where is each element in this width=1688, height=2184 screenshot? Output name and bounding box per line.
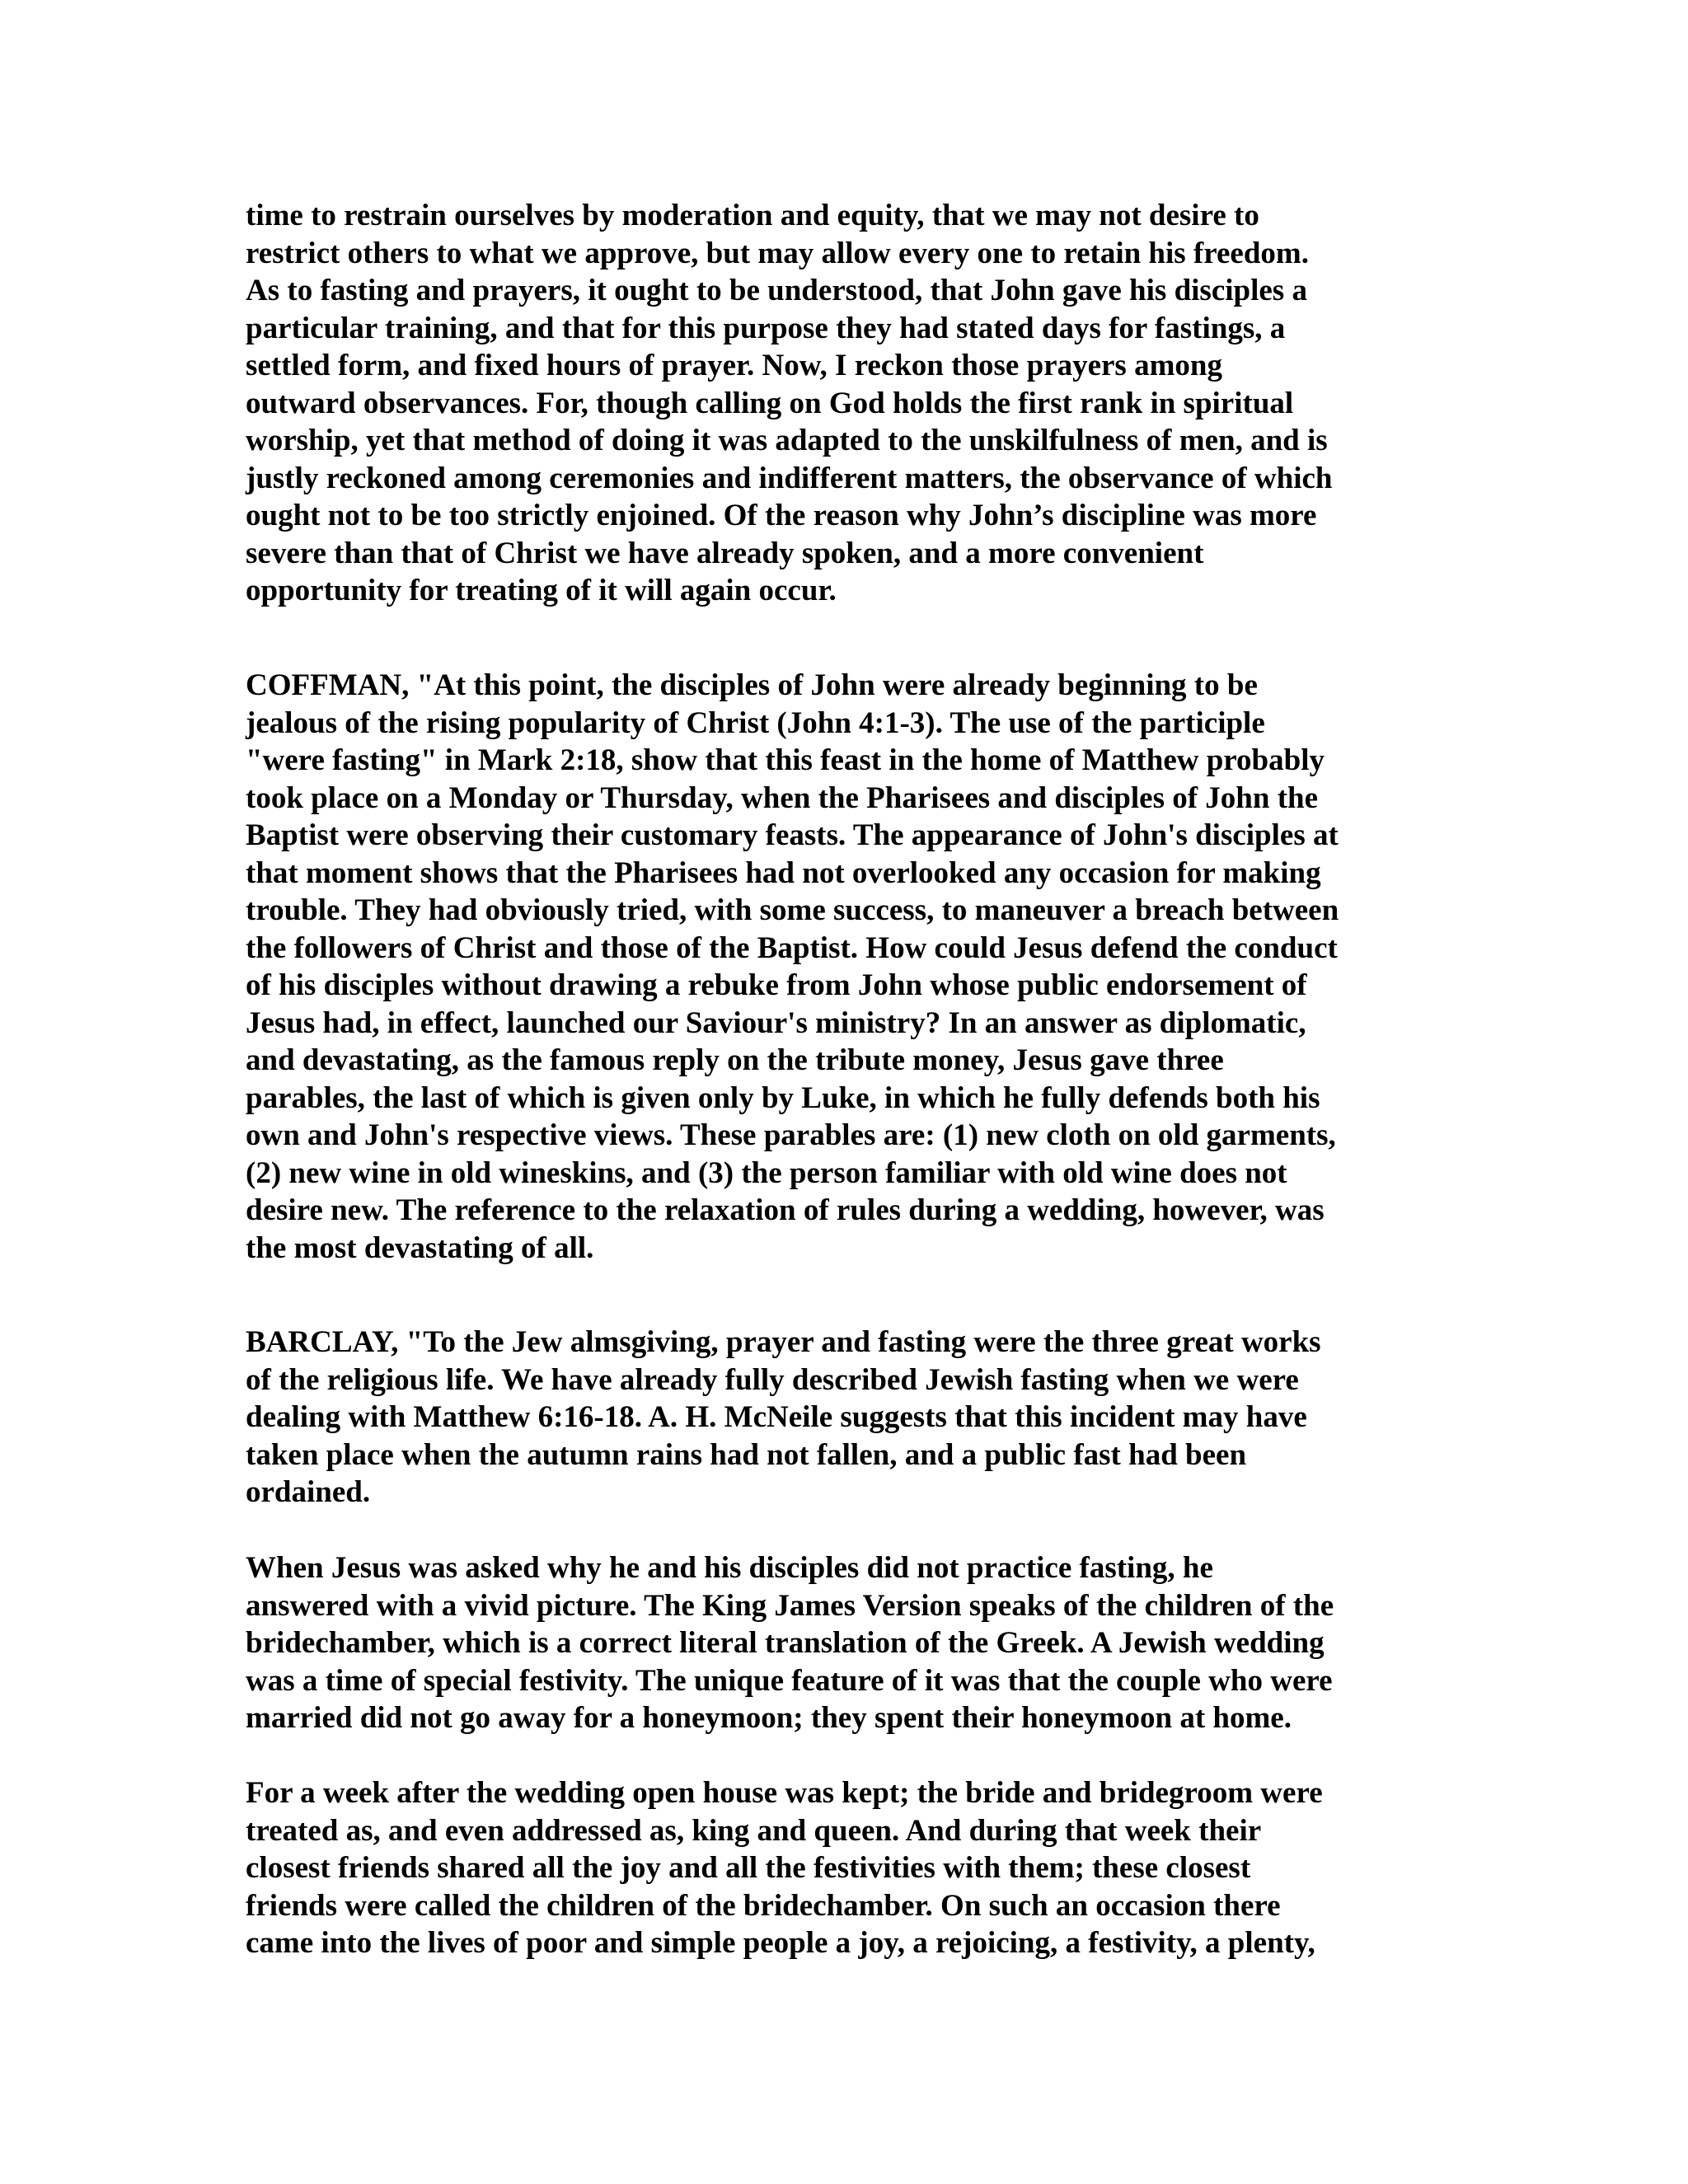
text-line: bridechamber, which is a correct literal translation of the Greek. A Jewish wedding: [246, 1626, 1325, 1660]
text-line: answered with a vivid picture. The King James Version speaks of the children of the: [246, 1588, 1334, 1623]
text-line: ordained.: [246, 1475, 371, 1509]
text-line: and devastating, as the famous reply on the tribute money, Jesus gave three: [246, 1043, 1224, 1077]
text-line: desire new. The reference to the relaxation of rules during a wedding, however, was: [246, 1193, 1325, 1227]
text-line: parables, the last of which is given only by Luke, in which he fully defends both his: [246, 1080, 1320, 1115]
bridechamber-paragraph: [246, 1549, 1432, 1737]
text-line: took place on a Monday or Thursday, when the Pharisees and disciples of John the: [246, 780, 1319, 815]
text-line: severe than that of Christ we have already spoken, and a more convenient: [246, 536, 1204, 570]
text-line: the followers of Christ and those of the Baptist. How could Jesus defend the conduct: [246, 930, 1338, 965]
text-line: particular training, and that for this purpose they had stated days for fastings, a: [246, 311, 1286, 345]
text-line: Baptist were observing their customary feasts. The appearance of John's disciples at: [246, 818, 1339, 852]
text-line: jealous of the rising popularity of Christ (John 4:1-3). The use of the participle: [246, 705, 1265, 740]
text-line: justly reckoned among ceremonies and indifferent matters, the observance of which: [246, 461, 1333, 495]
text-line: As to fasting and prayers, it ought to be understood, that John gave his disciples a: [246, 274, 1307, 307]
text-line: Jesus had, in effect, launched our Saviour's ministry? In an answer as diplomatic,: [246, 1005, 1306, 1040]
text-line: treated as, and even addressed as, king and queen. And during that week their: [246, 1813, 1262, 1848]
text-line: closest friends shared all the joy and all the festivities with them; these closest: [246, 1851, 1251, 1885]
text-line: taken place when the autumn rains had not fallen, and a public fast had been: [246, 1437, 1247, 1472]
text-line: of the religious life. We have already fully described Jewish fasting when we were: [246, 1362, 1299, 1397]
text-line: For a week after the wedding open house was kept; the bride and bridegroom were: [246, 1776, 1323, 1810]
text-line: When Jesus was asked why he and his disciples did not practice fasting, he: [246, 1551, 1213, 1585]
wedding-week-paragraph: [246, 1774, 1432, 1962]
text-line: COFFMAN, "At this point, the disciples of John were already beginning to be: [246, 668, 1258, 702]
text-line: friends were called the children of the bridechamber. On such an occasion there: [246, 1888, 1281, 1923]
text-line: was a time of special festivity. The unique feature of it was that the couple who were: [246, 1663, 1333, 1698]
text-line: of his disciples without drawing a rebuke from John whose public endorsement of: [246, 968, 1307, 1002]
text-line: own and John's respective views. These parables are: (1) new cloth on old garments,: [246, 1118, 1336, 1152]
text-line: worship, yet that method of doing it was adapted to the unskilfulness of men, and is: [246, 424, 1328, 457]
coffman-paragraph: [246, 667, 1432, 1267]
text-line: the most devastating of all.: [246, 1230, 594, 1265]
text-line: opportunity for treating of it will again occur.: [246, 574, 837, 607]
text-line: trouble. They had obviously tried, with some success, to maneuver a breach between: [246, 893, 1339, 927]
text-line: BARCLAY, "To the Jew almsgiving, prayer and fasting were the three great works: [246, 1325, 1321, 1359]
text-line: restrict others to what we approve, but may allow every one to retain his freedom.: [246, 236, 1309, 270]
text-line: dealing with Matthew 6:16-18. A. H. McNeile suggests that this incident may have: [246, 1400, 1307, 1434]
text-line: outward observances. For, though calling on God holds the first rank in spiritual: [246, 386, 1294, 420]
calvin-continuation-paragraph: [246, 197, 1432, 610]
barclay-paragraph: [246, 1324, 1432, 1511]
text-line: married did not go away for a honeymoon; they spent their honeymoon at home.: [246, 1701, 1292, 1735]
text-line: ought not to be too strictly enjoined. Of the reason why John’s discipline was more: [246, 499, 1317, 532]
text-line: (2) new wine in old wineskins, and (3) the person familiar with old wine does not: [246, 1155, 1287, 1190]
text-line: that moment shows that the Pharisees had not overlooked any occasion for making: [246, 855, 1321, 890]
text-line: time to restrain ourselves by moderation and equity, that we may not desire to: [246, 199, 1259, 232]
text-line: "were fasting" in Mark 2:18, show that this feast in the home of Matthew probably: [246, 743, 1325, 777]
text-line: came into the lives of poor and simple people a joy, a rejoicing, a festivity, a plenty,: [246, 1926, 1315, 1960]
text-line: settled form, and fixed hours of prayer. Now, I reckon those prayers among: [246, 349, 1222, 382]
